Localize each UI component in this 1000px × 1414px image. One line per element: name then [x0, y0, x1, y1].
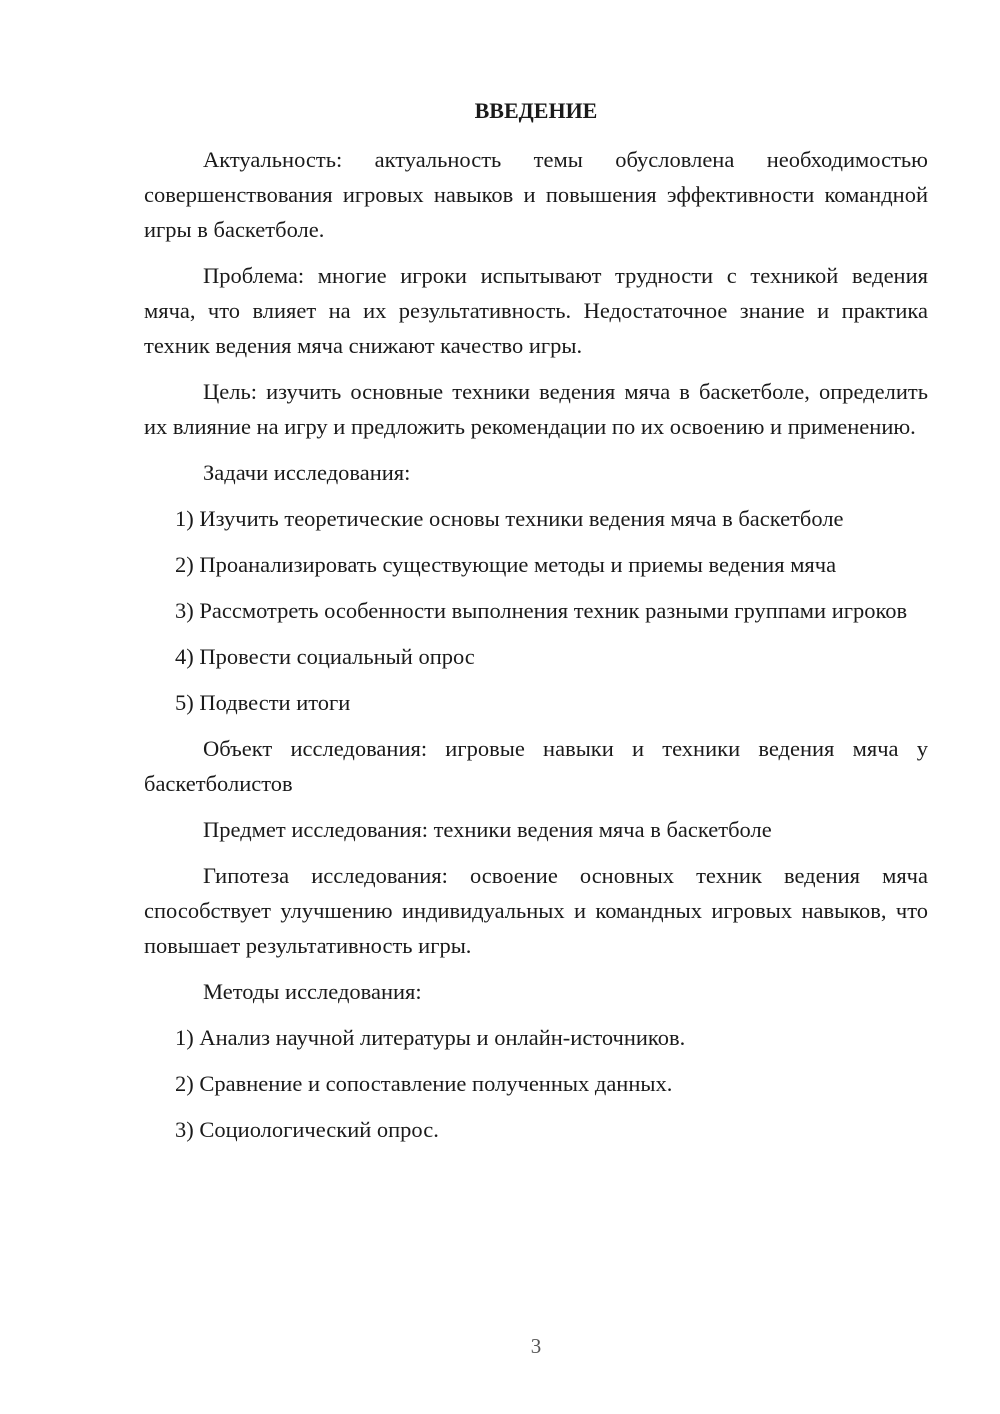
tasks-heading: Задачи исследования:: [203, 460, 411, 485]
goal-paragraph: Цель: изучить основные техники ведения мяча в баскетболе, определить их влияние на игру и предложить рекомендации по их освоению и применению.: [144, 379, 928, 439]
relevance-paragraph: Актуальность: актуальность темы обусловлена необходимостью совершенствования игровых навыков и повышения эффективности командной игры в баскетболе.: [144, 147, 928, 242]
method-item-2: 2) Сравнение и сопоставление полученных данных.: [175, 1071, 673, 1096]
page-number: 3: [530, 1334, 542, 1358]
methods-heading: Методы исследования:: [203, 979, 422, 1004]
task-item-1: 1) Изучить теоретические основы техники ведения мяча в баскетболе: [175, 506, 844, 531]
task-item-2: 2) Проанализировать существующие методы и приемы ведения мяча: [175, 552, 837, 577]
task-item-4: 4) Провести социальный опрос: [175, 644, 475, 669]
problem-paragraph: Проблема: многие игроки испытывают трудности с техникой ведения мяча, что влияет на их результативность. Недостаточное знание и практика техник ведения мяча снижают качество игры.: [144, 263, 928, 358]
task-item-3: 3) Рассмотреть особенности выполнения техник разными группами игроков: [175, 598, 908, 623]
hypothesis-paragraph: Гипотеза исследования: освоение основных техник ведения мяча способствует улучшению индивидуальных и командных игровых навыков, что повышает результативность игры.: [144, 863, 928, 958]
subject-paragraph: Предмет исследования: техники ведения мяча в баскетболе: [203, 817, 772, 842]
document-body: [144, 142, 928, 1158]
document-page: [144, 0, 928, 1414]
method-item-3: 3) Социологический опрос.: [175, 1117, 439, 1142]
task-item-5: 5) Подвести итоги: [175, 690, 351, 715]
section-title: ВВЕДЕНИЕ: [474, 98, 598, 123]
method-item-1: 1) Анализ научной литературы и онлайн-источников.: [175, 1025, 686, 1050]
object-paragraph: Объект исследования: игровые навыки и техники ведения мяча у баскетболистов: [144, 736, 928, 796]
